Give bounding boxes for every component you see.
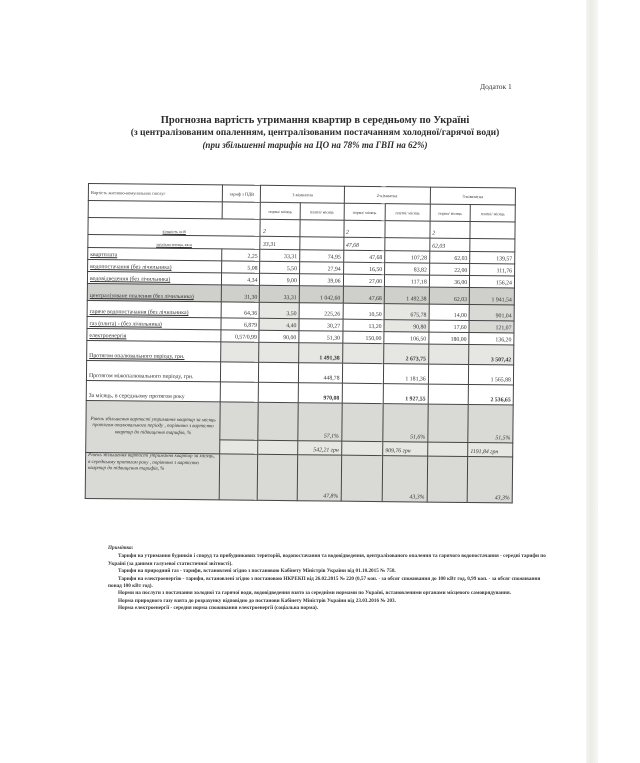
- total-value-2: 1 927,55: [383, 384, 428, 404]
- total-value-2: 2 673,75: [384, 344, 429, 364]
- tariff-value: 0,57/0,99: [221, 330, 259, 342]
- empty-cell: [428, 384, 469, 404]
- payment-value: 27,94: [299, 262, 343, 274]
- payment-value: 111,76: [470, 264, 515, 276]
- payment-value: 83,82: [385, 263, 430, 275]
- empty-cell: [258, 402, 298, 440]
- empty-cell: [88, 201, 222, 219]
- increase-year-label: Рівень збільшення вартості утримання квартир за місяць, в середньому протягом року , порівняно з вартістю квартир до підвищення тарифів, %: [85, 452, 220, 499]
- empty-cell: [341, 455, 383, 501]
- empty-cell: [258, 454, 298, 500]
- empty-cell: [341, 403, 383, 441]
- volume-value: 13,20: [342, 319, 384, 331]
- empty-cell: [222, 202, 261, 219]
- cost-table: [85, 183, 516, 503]
- note-paragraph: Тарифи на електроенергію - тарифи, встановлені згідно з постановою НКРЕКП від 26.02.2015 № 220 (0,57 коп. - за обсяг споживання до 100 кВт год, 0,99 коп. - за обсяг споживання понад 100 кВт год).: [108, 575, 541, 590]
- note-paragraph: Норма природного газу взята до розрахунку відповідно до постанови Кабінету Міністрів України від 23.03.2016 № 203.: [118, 597, 396, 604]
- empty-cell: [259, 362, 299, 382]
- title-line-1: Прогнозна вартість утримання квартир в середньому по Україні: [160, 115, 470, 126]
- sub-volume: норма/ місяць: [344, 203, 386, 220]
- empty-cell: [300, 220, 344, 237]
- service-label: централізоване опалення (без лічильника): [87, 283, 221, 301]
- volume-value: 62,03: [429, 287, 470, 304]
- sub-payment: платні/ місяць: [385, 204, 430, 221]
- payment-value: 156,24: [470, 276, 515, 288]
- payment-value: 39,06: [299, 274, 343, 286]
- service-label: газ (плита) - (без лічильника): [87, 316, 221, 329]
- volume-value: 36,00: [429, 275, 470, 287]
- empty-cell: [221, 362, 260, 382]
- increase-heating-pct-2: 51,6%: [383, 404, 428, 442]
- increase-year-row: [85, 452, 512, 502]
- volume-value: 90,00: [259, 330, 299, 342]
- empty-cell: [470, 239, 515, 252]
- payment-value: 1 941,54: [469, 288, 514, 305]
- rooms-label: кількість осіб: [88, 218, 261, 237]
- empty-cell: [220, 402, 259, 440]
- volume-value: 33,31: [260, 285, 300, 302]
- volume-value: 16,50: [343, 262, 385, 274]
- payment-value: 901,04: [469, 305, 514, 321]
- empty-cell: [259, 342, 299, 362]
- empty-cell: [385, 238, 430, 251]
- empty-cell: [428, 344, 469, 364]
- tariff-value: 31,30: [221, 285, 260, 302]
- increase-year-pct-3: 43,3%: [467, 456, 512, 502]
- tariff-value: 4,34: [222, 273, 260, 285]
- payment-value: 74,95: [300, 250, 344, 262]
- volume-value: 14,00: [429, 304, 470, 320]
- header-tariff: тариф з ПДВ: [222, 185, 261, 202]
- volume-value: 5,50: [260, 261, 300, 273]
- empty-cell: [342, 343, 384, 363]
- service-label: водопостачання (без лічильника): [88, 260, 222, 273]
- total-value-3: 3 507,42: [469, 344, 514, 364]
- total-value-1: 448,78: [298, 363, 342, 383]
- service-label: гаряче водопостачання (без лічильника): [87, 300, 221, 317]
- payment-value: 1 492,38: [384, 287, 429, 304]
- volume-value: 27,00: [343, 274, 385, 286]
- empty-cell: [427, 442, 468, 456]
- volume-value: 33,31: [260, 249, 300, 261]
- total-label: За місяць, в середньому протягом року: [86, 380, 220, 401]
- volume-value: 3,50: [260, 302, 300, 318]
- empty-cell: [220, 440, 258, 454]
- empty-cell: [341, 441, 383, 455]
- note-paragraph: Норма електроенергії - середня норма споживання електроенергії (соціальна норма).: [118, 605, 319, 612]
- total-label: Протягом міжопалювального періоду, грн.: [86, 360, 220, 381]
- area-value-1: 33,31: [260, 236, 300, 249]
- note-paragraph: Тарифи на утримання будинків і споруд та прибудинкових територій, водопостачання та водовідведення, централізованого опалення та гарячого водопостачання - середні тарифи по Україні (за даними галузевої статистичної звітності).: [108, 553, 546, 567]
- note-paragraph: Норми на послуги з постачання холодної та гарячої води, водовідведення взято за середніми нормами по Україні, встановленими органами місцевого самоврядування.: [118, 590, 511, 597]
- increase-year-pct-2: 43,3%: [382, 456, 427, 502]
- payment-value: 106,50: [384, 332, 429, 344]
- volume-value: 62,03: [429, 251, 470, 263]
- payment-value: 225,26: [299, 303, 343, 319]
- empty-cell: [221, 342, 260, 362]
- tariff-value: 6,879: [221, 318, 259, 330]
- increase-heating-label: Рівень збільшення вартості утримання квартир за місяць протягом опалювального періоду , порівняно з вартістю квартир до підвищення тарифів, %: [86, 400, 221, 453]
- rooms-value-3: 2: [430, 221, 471, 238]
- header-apt-2: 2-кімнатна: [344, 186, 430, 204]
- volume-value: 47,68: [343, 286, 385, 303]
- total-value-3: 2 536,65: [468, 384, 513, 404]
- empty-cell: [427, 456, 468, 502]
- sub-payment: платні/ місяць: [300, 203, 344, 220]
- payment-value: 1 042,60: [299, 286, 343, 303]
- service-label: квартплата: [88, 248, 222, 261]
- volume-value: 10,50: [343, 303, 385, 319]
- payment-value: 121,07: [469, 321, 514, 333]
- annex-label: Додаток 1: [480, 82, 512, 91]
- increase-heating-pct-3: 51,5%: [468, 404, 513, 442]
- rooms-value-2: 2: [343, 220, 385, 237]
- service-label: електроенергія: [87, 328, 221, 341]
- empty-cell: [342, 383, 384, 403]
- header-apt-1: 1-кімнатна: [261, 185, 344, 203]
- tariff-value: 5,08: [222, 261, 260, 273]
- payment-value: 90,80: [384, 320, 429, 332]
- area-label: загальна площа, кв.м: [88, 235, 261, 250]
- service-label: водовідведення (без лічильника): [87, 272, 221, 285]
- total-value-2: 1 181,36: [383, 364, 428, 384]
- payment-value: 139,57: [470, 252, 515, 264]
- sub-payment: платні/ місяць: [470, 205, 515, 222]
- empty-cell: [300, 237, 344, 250]
- payment-value: 107,28: [385, 251, 430, 263]
- total-value-3: 1 565,88: [469, 364, 514, 384]
- empty-cell: [428, 404, 469, 442]
- area-value-2: 47,68: [343, 237, 385, 250]
- empty-cell: [385, 221, 430, 238]
- increase-heating-uah-3: 1191,84 грн: [468, 442, 513, 456]
- scan-edge-shadow: [586, 0, 598, 763]
- increase-heating-pct-1: 57,1%: [298, 403, 342, 441]
- payment-value: 51,30: [299, 331, 343, 343]
- volume-value: 17,60: [429, 320, 470, 332]
- tariff-value: 64,36: [221, 302, 259, 318]
- note-paragraph: Тарифи на природний газ - тарифи, встановлені згідно з постановою Кабінету Міністрів України від 01.10.2015 № 758.: [118, 568, 396, 575]
- tariff-value: 2,25: [222, 249, 260, 261]
- payment-value: 675,78: [384, 304, 429, 320]
- total-value-1: 970,08: [298, 383, 342, 403]
- empty-cell: [342, 363, 384, 383]
- payment-value: 30,27: [299, 319, 343, 331]
- empty-cell: [220, 382, 259, 402]
- volume-value: 4,40: [259, 318, 299, 330]
- empty-cell: [259, 382, 299, 402]
- empty-cell: [428, 364, 469, 384]
- area-value-3: 62,03: [430, 238, 471, 251]
- sub-volume: норма/ місяць: [261, 202, 301, 219]
- volume-value: 47,68: [343, 250, 385, 262]
- total-label: Протягом опалювального періоду, грн.: [87, 340, 221, 361]
- increase-year-pct-1: 47,8%: [297, 455, 341, 501]
- total-value-1: 1 491,38: [299, 343, 343, 363]
- empty-cell: [258, 440, 298, 454]
- empty-cell: [470, 222, 515, 239]
- volume-value: 22,00: [429, 263, 470, 275]
- payment-value: 117,18: [384, 275, 429, 287]
- increase-heating-row: [86, 400, 513, 442]
- rooms-value-1: 2: [260, 219, 300, 236]
- title-line-2: (з централізованим опаленням, централізованим постачанням холодної/гарячої води): [130, 128, 500, 138]
- sub-volume: норма/ місяць: [430, 204, 471, 221]
- volume-value: 9,00: [260, 273, 300, 285]
- volume-value: 150,00: [342, 331, 384, 343]
- document-title: [80, 114, 550, 151]
- payment-value: 136,20: [469, 332, 514, 344]
- header-service: Вартість житлово-комунальних послуг: [88, 184, 222, 202]
- empty-cell: [219, 454, 258, 500]
- increase-heating-uah-2: 909,76 грн: [383, 442, 428, 456]
- title-line-3: (при збільшенні тарифів на ЦО на 78% та ГВП на 62%): [202, 140, 428, 150]
- notes-heading: Примітка:: [108, 545, 134, 551]
- notes-section: [108, 545, 548, 613]
- increase-heating-uah-1: 542,21 грн: [298, 441, 342, 455]
- volume-value: 180,00: [429, 332, 470, 344]
- header-apt-3: 3-кімнатна: [430, 187, 515, 205]
